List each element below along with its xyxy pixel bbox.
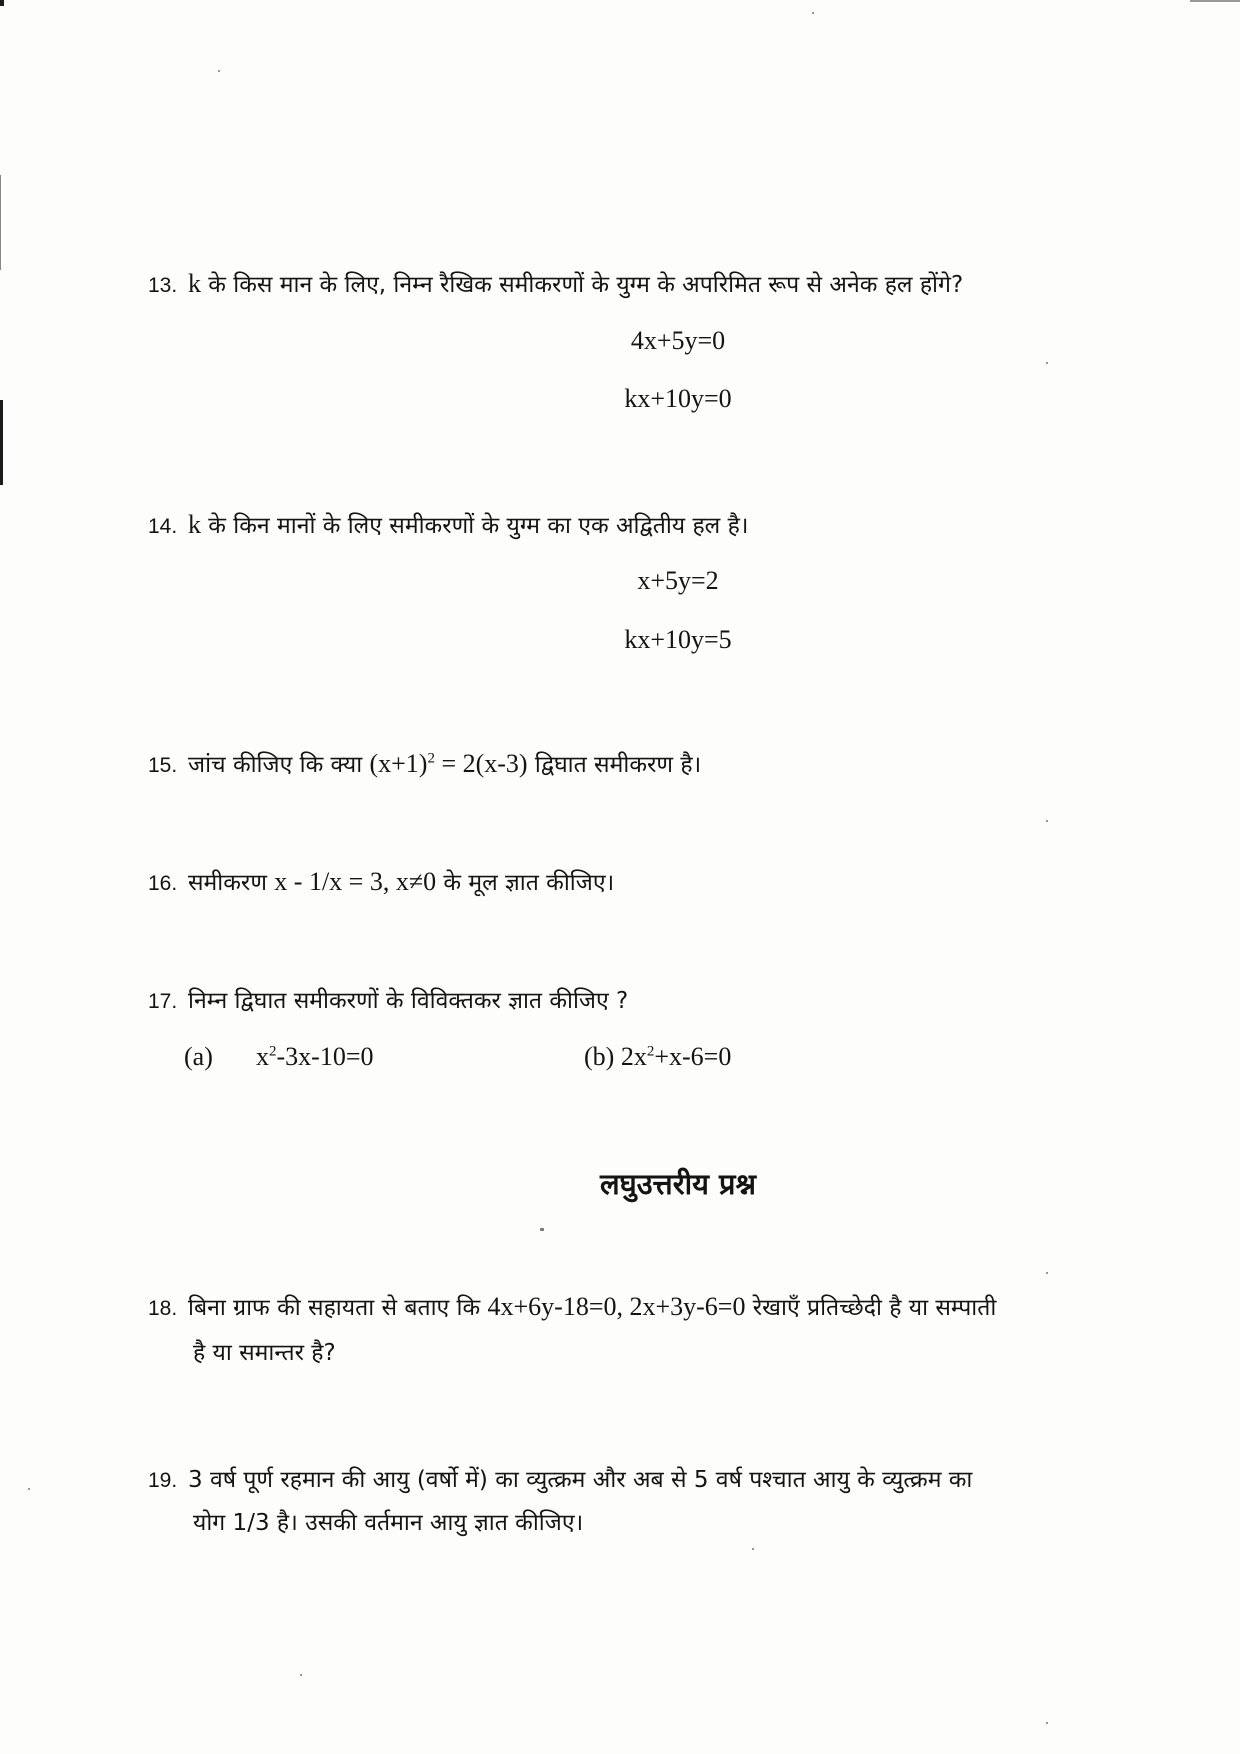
scan-dust [752, 1548, 754, 1550]
option-label: (a) [184, 1042, 213, 1071]
question-text: समीकरण [188, 870, 275, 896]
question-number: 14. [148, 515, 178, 538]
question-text: जांच कीजिए कि क्या [188, 752, 370, 778]
math-expression: $(x+1)^2 = 2(x-3)$ [369, 749, 528, 778]
question-number: 19. [148, 1469, 178, 1492]
scan-dust [300, 1674, 302, 1676]
question-15 [148, 747, 701, 779]
question-number: 15. [148, 754, 178, 777]
question-text-math: k [188, 269, 201, 298]
question-text: के मूल ज्ञात कीजिए। [436, 870, 615, 896]
scan-edge-mark [1190, 0, 1240, 2]
question-text: द्विघात समीकरण है। [527, 752, 702, 778]
question-text: बिना ग्राफ की सहायता से बताए कि [188, 1295, 488, 1321]
question-14 [148, 508, 749, 540]
scan-dust [1046, 362, 1048, 364]
question-text-continued: है या समान्तर है? [193, 1340, 336, 1366]
math-expression: x - 1/x = 3, x≠0 [274, 867, 437, 896]
scan-dust [812, 12, 814, 14]
scan-dust [1046, 820, 1048, 822]
question-17 [148, 983, 628, 1015]
question-16 [148, 865, 614, 897]
equation: kx+10y=5 [624, 625, 732, 654]
scan-dust [218, 70, 220, 72]
question-number: 13. [148, 274, 178, 297]
question-18 [148, 1290, 996, 1322]
section-heading: लघुउत्तरीय प्रश्न [599, 1167, 757, 1201]
question-text: 3 वर्ष पूर्ण रहमान की आयु (वर्षो में) का व्युत्क्रम और अब से 5 वर्ष पश्चात आयु के व्युत्क्रम का [188, 1467, 973, 1493]
math-expression: 4x+6y-18=0, 2x+3y-6=0 [487, 1292, 746, 1321]
question-text: के किस मान के लिए, निम्न रैखिक समीकरणों के युग्म के अपरिमित रूप से अनेक हल होंगे? [201, 272, 964, 298]
question-text: रेखाएँ प्रतिच्छेदी है या सम्पाती [745, 1295, 997, 1321]
scan-dust [1046, 1272, 1048, 1274]
scan-edge-mark [0, 0, 4, 6]
question-number: 17. [148, 990, 178, 1013]
question-text-continued: योग 1/3 है। उसकी वर्तमान आयु ज्ञात कीजिए। [193, 1510, 584, 1536]
question-number: 16. [148, 872, 178, 895]
scan-dust [1046, 1722, 1048, 1724]
question-text-math: k [188, 510, 201, 539]
question-number: 18. [148, 1297, 178, 1320]
equation: 4x+5y=0 [630, 326, 726, 355]
scan-dust [28, 1488, 30, 1490]
option-a: (a) $x^2-3x-10=0$ [184, 1042, 374, 1071]
scan-dust [540, 1228, 544, 1231]
option-b: (b) $2x^2+x-6=0$ [584, 1042, 732, 1071]
scan-edge-mark [0, 175, 1, 270]
question-text: निम्न द्विघात समीकरणों के विविक्तकर ज्ञात कीजिए ? [188, 988, 629, 1014]
question-text: के किन मानों के लिए समीकरणों के युग्म का एक अद्वितीय हल है। [201, 513, 749, 539]
equation: kx+10y=0 [624, 384, 732, 413]
question-13 [148, 267, 963, 299]
equation: x+5y=2 [637, 566, 719, 595]
question-19 [148, 1462, 972, 1494]
